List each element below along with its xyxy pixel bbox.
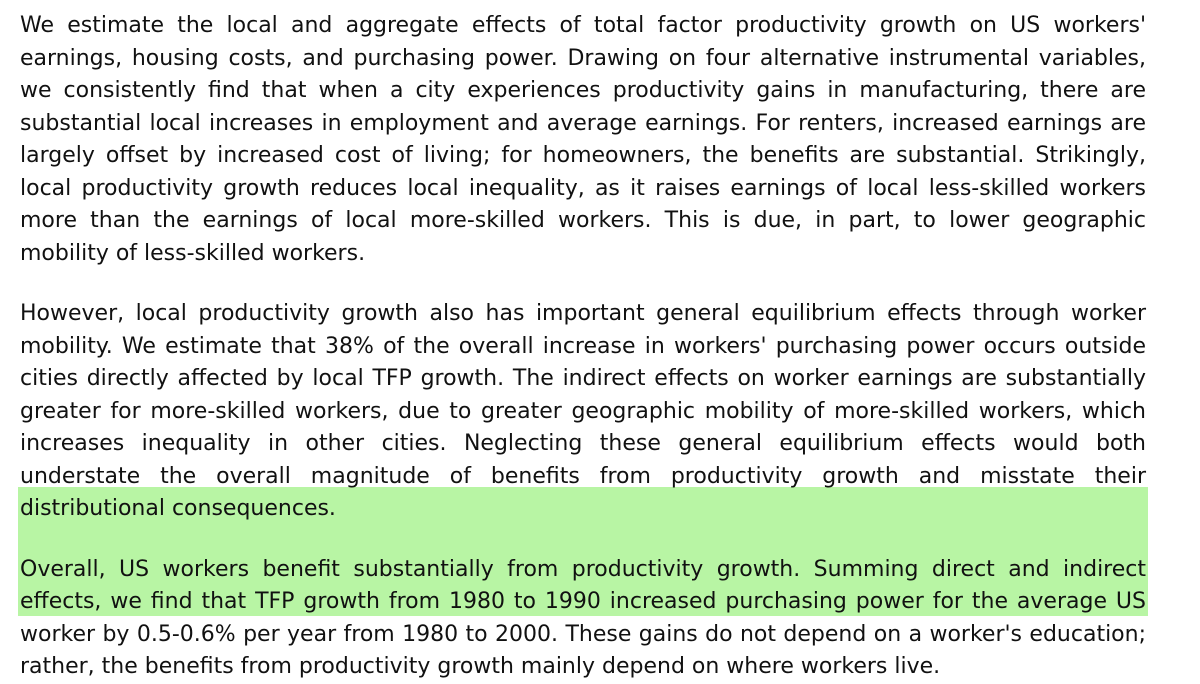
- paragraph-3-highlighted: Overall, US workers benefit substantially from productivity growth. Summing direct and indirect effects, we find that TFP growth from 1980 to 1990 increased purchasing power for the average US worker by 0.5-0.6% per year from 1980 to 2000. These gains do not depend on a worker's education; rather, the benefits from productivity growth mainly depend on where workers live.: [20, 556, 1146, 679]
- abstract-text: [20, 10, 1146, 684]
- paragraph-2: However, local productivity growth also has important general equilibrium effects through worker mobility. We estimate that 38% of the overall increase in workers' purchasing power occurs outside cities directly affected by local TFP growth. The indirect effects on worker earnings are substantially greater for more-skilled workers, due to greater geographic mobility of more-skilled workers, which increases inequality in other cities. Neglecting these general equilibrium effects would both understate the overall magnitude of benefits from productivity growth and misstate their distributional consequences.: [20, 301, 1146, 521]
- paragraph-1: We estimate the local and aggregate effects of total factor productivity growth on US workers' earnings, housing costs, and purchasing power. Drawing on four alternative instrumental variables, we consistently find that when a city experiences productivity gains in manufacturing, there are substantial local increases in employment and average earnings. For renters, increased earnings are largely offset by increased cost of living; for homeowners, the benefits are substantial. Strikingly, local productivity growth reduces local inequality, as it raises earnings of local less-skilled workers more than the earnings of local more-skilled workers. This is due, in part, to lower geographic mobility of less-skilled workers.: [20, 13, 1146, 266]
